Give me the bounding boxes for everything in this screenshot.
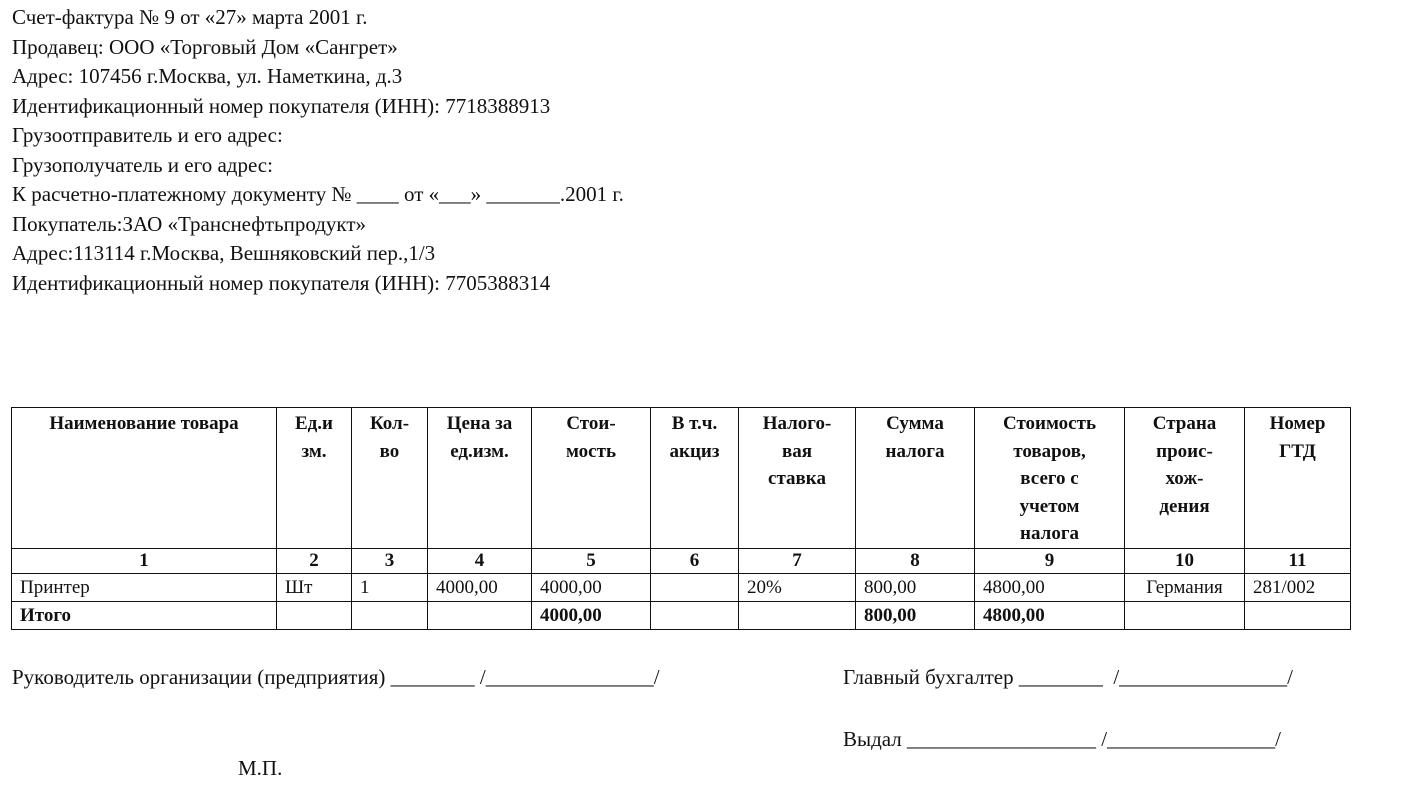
cell-country: Германия (1125, 573, 1245, 601)
total-row (12, 601, 1351, 629)
cell-unit-price: 4000,00 (428, 573, 532, 601)
cell-gtd-number: 281/002 (1245, 573, 1351, 601)
buyer-name: Покупатель:ЗАО «Транснефтьпродукт» (12, 211, 367, 236)
seller-name: Продавец: ООО «Торговый Дом «Сангрет» (12, 34, 398, 59)
shipper: Грузоотправитель и его адрес: (12, 123, 283, 147)
column-number: 8 (856, 548, 975, 573)
column-number: 1 (12, 548, 277, 573)
header-quantity: Кол- во (352, 408, 428, 549)
column-number-row (12, 548, 1351, 573)
buyer-address: Адрес:113114 г.Москва, Вешняковский пер.,1/3 (12, 241, 436, 265)
column-number: 3 (352, 548, 428, 573)
cell-cost: 4000,00 (532, 573, 651, 601)
seller-inn: Идентификационный номер покупателя (ИНН): 7718388913 (12, 93, 551, 118)
buyer-inn: Идентификационный номер покупателя (ИНН): 7705388314 (12, 270, 551, 295)
column-number: 2 (277, 548, 352, 573)
column-number: 5 (532, 548, 651, 573)
total-label: Итого (12, 601, 277, 629)
total-cell (651, 601, 739, 629)
header-gtd-number: Номер ГТД (1245, 408, 1351, 549)
invoice-title: Счет-фактура № 9 от «27» марта 2001 г. (12, 5, 368, 29)
column-number: 6 (651, 548, 739, 573)
cell-product-name: Принтер (12, 573, 277, 601)
accountant-signature-line: Главный бухгалтер ________ /________________/ (843, 665, 1294, 689)
invoice-table (11, 407, 1351, 630)
total-cost: 4000,00 (532, 601, 651, 629)
header-country: Страна проис- хож- дения (1125, 408, 1245, 549)
column-number: 10 (1125, 548, 1245, 573)
issued-by-signature-line: Выдал __________________ /________________/ (843, 727, 1281, 751)
stamp-place: М.П. (238, 756, 283, 780)
header-tax-rate: Налого- вая ставка (739, 408, 856, 549)
total-cell (739, 601, 856, 629)
invoice-header (12, 3, 624, 298)
column-number: 9 (975, 548, 1125, 573)
cell-unit: Шт (277, 573, 352, 601)
cell-total-cost: 4800,00 (975, 573, 1125, 601)
header-product-name: Наименование товара (12, 408, 277, 549)
director-signature-line: Руководитель организации (предприятия) ________ /________________/ (12, 665, 660, 689)
payment-document: К расчетно-платежному документу № ____ от «___» _______.2001 г. (12, 182, 624, 206)
table-row (12, 573, 1351, 601)
total-tax-amount: 800,00 (856, 601, 975, 629)
table-header-row (12, 408, 1351, 549)
consignee: Грузополучатель и его адрес: (12, 152, 273, 177)
cell-tax-amount: 800,00 (856, 573, 975, 601)
total-cell (1245, 601, 1351, 629)
total-cell (352, 601, 428, 629)
cell-excise (651, 573, 739, 601)
total-sum: 4800,00 (975, 601, 1125, 629)
cell-quantity: 1 (352, 573, 428, 601)
column-number: 7 (739, 548, 856, 573)
header-excise: В т.ч. акциз (651, 408, 739, 549)
header-unit: Ед.и зм. (277, 408, 352, 549)
total-cell (277, 601, 352, 629)
header-unit-price: Цена за ед.изм. (428, 408, 532, 549)
total-cell (428, 601, 532, 629)
header-cost: Стои- мость (532, 408, 651, 549)
seller-address: Адрес: 107456 г.Москва, ул. Наметкина, д.3 (12, 64, 403, 88)
column-number: 11 (1245, 548, 1351, 573)
cell-tax-rate: 20% (739, 573, 856, 601)
column-number: 4 (428, 548, 532, 573)
total-cell (1125, 601, 1245, 629)
header-tax-amount: Сумма налога (856, 408, 975, 549)
header-total-cost: Стоимость товаров, всего с учетом налога (975, 408, 1125, 549)
